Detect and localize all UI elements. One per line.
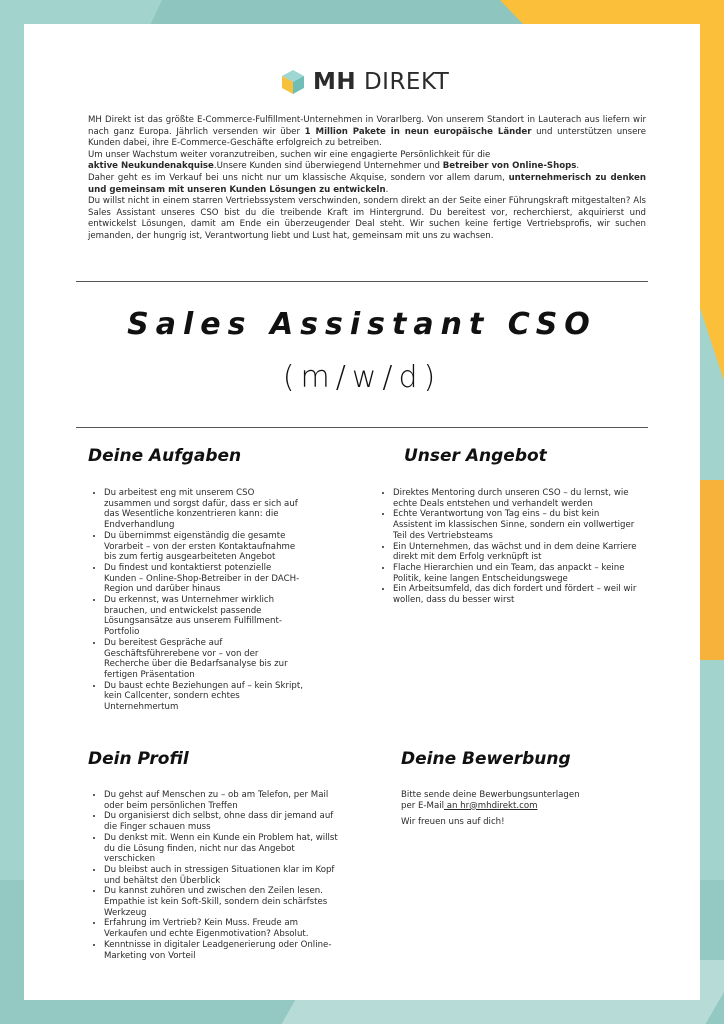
intro-p1-bold: 1 Million Pakete in neun europäische Länder (304, 126, 532, 137)
list-item: • Du bereitest Gespräche auf Geschäftsführerebene vor – von der Recherche über die Bedarfsanalyse bis zur fertigen Präsentation (104, 638, 304, 681)
intro-p3-bold2: Betreiber von Online-Shops (442, 161, 577, 172)
logo-regular: DIREKT (363, 69, 450, 95)
list-item: • Du arbeitest eng mit unserem CSO zusammen und sorgst dafür, dass er sich auf das Wesentliche konzentrieren kann: die Endverhandlung (104, 488, 304, 531)
intro-p1: MH Direkt ist das größte E-Commerce-Fulfillment-Unternehmen in Vorarlberg. Von unserem Standort in Lauterach aus liefern wir nach ganz Europa. Jährlich versenden wir über (88, 115, 646, 137)
bewerbung-line-2-text: per E-Mail (401, 800, 444, 811)
job-title-gender: (m/w/d) (282, 360, 442, 395)
bewerbung-text (401, 790, 631, 828)
heading-angebot: Unser Angebot (404, 446, 547, 466)
list-item: • Direktes Mentoring durch unseren CSO – du lernst, wie echte Deals entstehen und verhandelt werden (393, 488, 638, 509)
list-item: • Du denkst mit. Wenn ein Kunde ein Problem hat, willst du die Lösung finden, nicht nur das Angebot verschicken (104, 833, 344, 865)
company-logo (279, 68, 449, 96)
bewerbung-line-1: Bitte sende deine Bewerbungsunterlagen (401, 790, 580, 800)
list-angebot (379, 488, 638, 606)
list-item: • Ein Arbeitsumfeld, das dich fordert und fördert – weil wir wollen, dass du besser wirst (393, 584, 638, 605)
list-item: • Flache Hierarchien und ein Team, das anpackt – keine Politik, keine langen Entscheidungswege (393, 563, 638, 584)
job-posting-card (24, 24, 700, 1000)
list-profil (90, 790, 344, 961)
list-item: • Du kannst zuhören und zwischen den Zeilen lesen. Empathie ist kein Soft-Skill, sondern dein schärfstes Werkzeug (104, 886, 344, 918)
list-item: • Du findest und kontaktierst potenzielle Kunden – Online-Shop-Betreiber in der DACH-Region und darüber hinaus (104, 563, 304, 595)
intro-paragraph-1 (88, 115, 646, 150)
job-title: Sales Assistant CSO (127, 307, 597, 342)
list-item: • Du organisierst dich selbst, ohne dass dir jemand auf die Finger schauen muss (104, 811, 344, 832)
intro-p4: Daher geht es im Verkauf bei uns nicht nur um klassische Akquise, sondern vor allem darum, (88, 172, 509, 183)
divider-top (76, 281, 648, 282)
heading-profil: Dein Profil (88, 749, 189, 769)
intro-paragraph-5: Du willst nicht in einem starren Vertriebssystem verschwinden, sondern direkt an der Seite einer Führungskraft mitgestalten? Als Sales Assistant unseres CSO bist du die treibende Kraft im Hintergrund. Du bereitest vor, recherchierst, akquirierst und entwickelst Lösungen, damit am Ende ein überzeugender Deal steht. Wir suchen keine fertige Vertriebsprofis, wir suchen jemanden, der hungrig ist, Verantwortung liebt und Lust hat, gemeinsam mit uns zu wachsen. (88, 196, 646, 241)
list-item: • Kenntnisse in digitaler Leadgenerierung oder Online-Marketing von Vorteil (104, 940, 344, 961)
logo-wordmark (313, 69, 449, 95)
list-item: • Du gehst auf Menschen zu – ob am Telefon, per Mail oder beim persönlichen Treffen (104, 790, 344, 811)
intro-p4-end: . (385, 184, 389, 195)
bewerbung-thanks: Wir freuen uns auf dich! (401, 817, 505, 828)
intro-paragraph-2: Um unser Wachstum weiter voranzutreiben, suchen wir eine engagierte Persönlichkeit für die (88, 149, 491, 160)
list-item: • Du übernimmst eigenständig die gesamte Vorarbeit – von der ersten Kontaktaufnahme bis zum fertig ausgearbeiteten Angebot (104, 531, 304, 563)
list-item: • Du erkennst, was Unternehmer wirklich brauchen, und entwickelst passende Lösungsansätze aus unserem Fulfillment-Portfolio (104, 595, 304, 638)
heading-aufgaben: Deine Aufgaben (88, 446, 242, 466)
intro-text (88, 115, 646, 243)
intro-p3-bold: aktive Neukundenakquise (88, 161, 214, 172)
list-item: • Echte Verantwortung von Tag eins – du bist kein Assistent im klassischen Sinne, sondern ein vollwertiger Teil des Vertriebsteams (393, 509, 638, 541)
email-link[interactable]: an hr@mhdirekt.com (444, 800, 538, 811)
list-item: • Ein Unternehmen, das wächst und in dem deine Karriere direkt mit dem Erfolg verknüpft ist (393, 542, 638, 563)
heading-bewerbung: Deine Bewerbung (401, 749, 571, 769)
intro-p3-end: . (576, 161, 580, 172)
list-item: • Du bleibst auch in stressigen Situationen klar im Kopf und behältst den Überblick (104, 865, 344, 886)
logo-bold: MH (313, 69, 357, 95)
divider-bottom (76, 427, 648, 428)
intro-p4-bold: unternehmerisch zu denken und gemeinsam mit unseren Kunden Lösungen zu entwickeln (88, 172, 646, 195)
bewerbung-line-2 (401, 801, 631, 812)
intro-paragraph-4 (88, 173, 646, 196)
list-item: • Du baust echte Beziehungen auf – kein Skript, kein Callcenter, sondern echtes Unternehmertum (104, 681, 304, 713)
list-aufgaben (90, 488, 304, 713)
intro-p3: .Unsere Kunden sind überwiegend Unternehmer und (213, 161, 443, 172)
intro-p1-end: und unterstützen unsere Kunden dabei, ihre E-Commerce-Geschäfte erfolgreich zu betreiben. (88, 126, 646, 149)
logo-cube-icon (279, 68, 307, 96)
intro-paragraph-3 (88, 161, 646, 173)
list-item: • Erfahrung im Vertrieb? Kein Muss. Freude am Verkaufen und echte Eigenmotivation? Absolut. (104, 918, 344, 939)
